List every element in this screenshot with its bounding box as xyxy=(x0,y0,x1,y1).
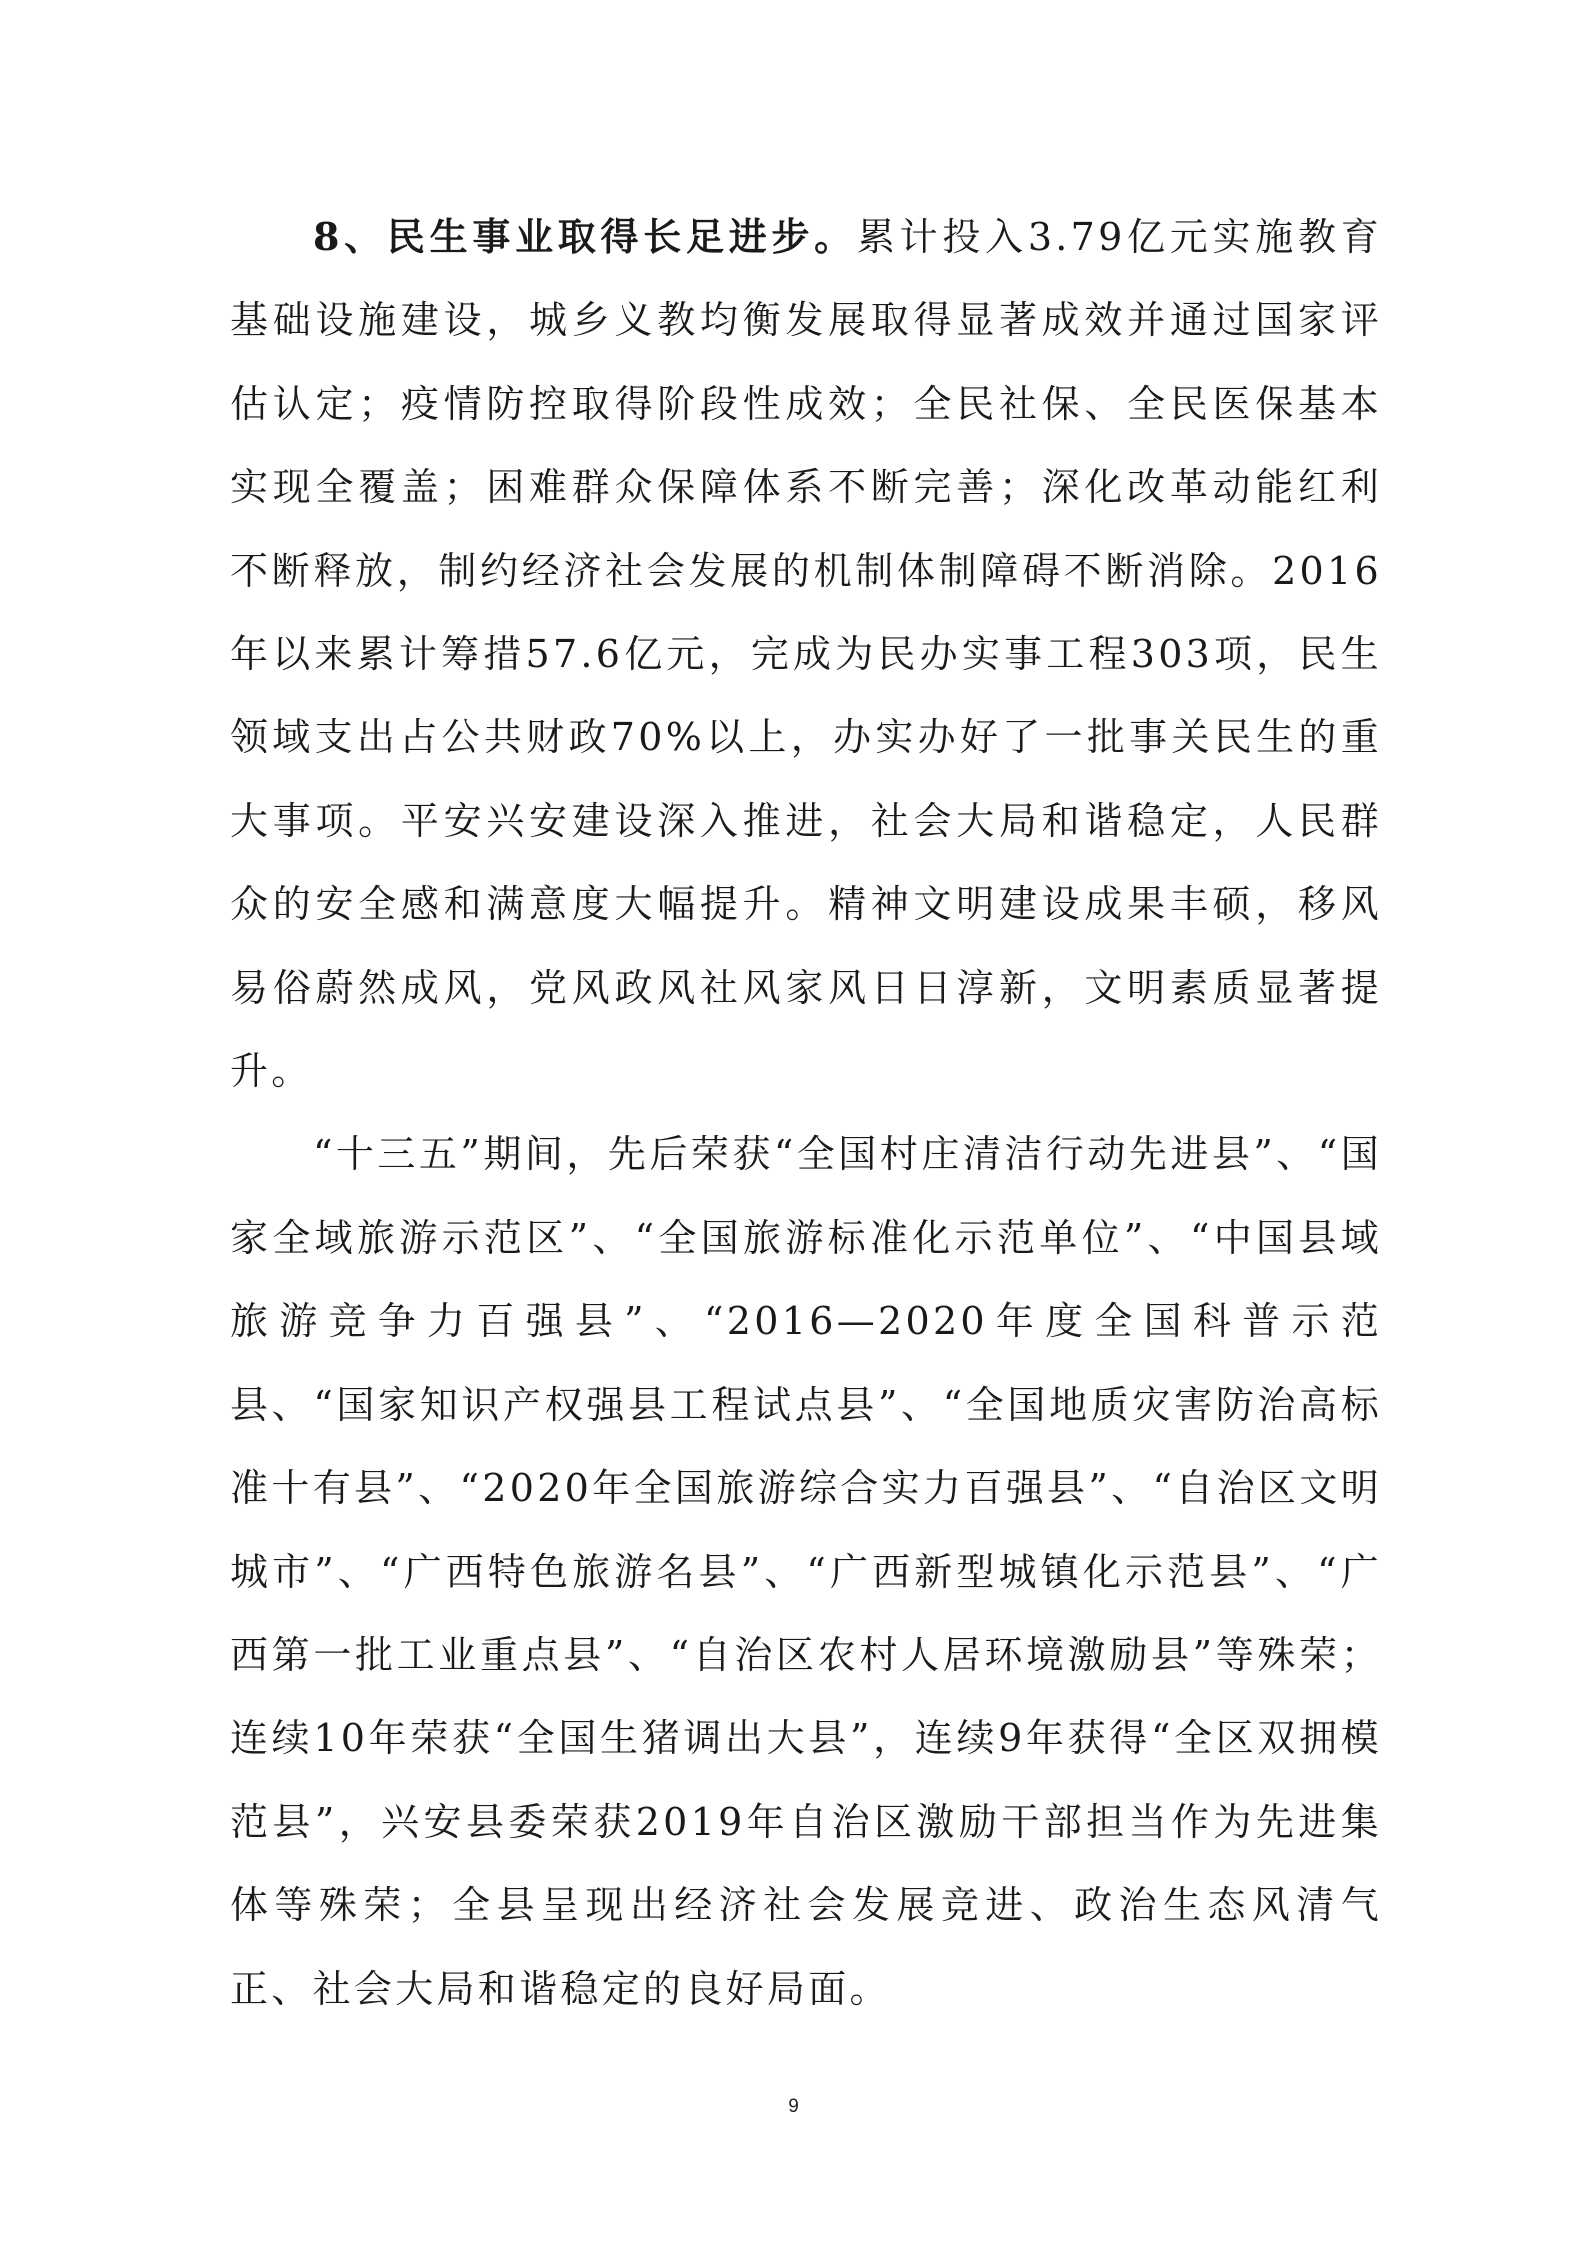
paragraph-honors xyxy=(230,1113,1382,2030)
paragraph-text: 累计投入3.79亿元实施教育基础设施建设，城乡义教均衡发展取得显著成效并通过国家评估认定；疫情防控取得阶段性成效；全民社保、全民医保基本实现全覆盖；困难群众保障体系不断完善；深化改革动能红利不断释放，制约经济社会发展的机制体制障碍不断消除。2016年以来累计筹措57.6亿元，完成为民办实事工程303项，民生领域支出占公共财政70%以上，办实办好了一批事关民生的重大事项。平安兴安建设深入推进，社会大局和谐稳定，人民群众的安全感和满意度大幅提升。精神文明建设成果丰硕，移风易俗蔚然成风，党风政风社风家风日日淳新，文明素质显著提升。 xyxy=(230,215,1382,1094)
paragraph-text: “十三五”期间，先后荣获“全国村庄清洁行动先进县”、“国家全域旅游示范区”、“全国旅游标准化示范单位”、“中国县域旅游竞争力百强县”、“2016—2020年度全国科普示范县、“国家知识产权强县工程试点县”、“全国地质灾害防治高标准十有县”、“2020年全国旅游综合实力百强县”、“自治区文明城市”、“广西特色旅游名县”、“广西新型城镇化示范县”、“广西第一批工业重点县”、“自治区农村人居环境激励县”等殊荣；连续10年荣获“全国生猪调出大县”，连续9年获得“全区双拥模范县”，兴安县委荣获2019年自治区激励干部担当作为先进集体等殊荣；全县呈现出经济社会发展竞进、政治生态风清气正、社会大局和谐稳定的良好局面。 xyxy=(230,1132,1382,2011)
document-body xyxy=(230,195,1382,2031)
paragraph-lead-heading: 8、民生事业取得长足进步。 xyxy=(313,214,857,259)
page-number: 9 xyxy=(788,2096,799,2117)
paragraph-livelihood xyxy=(230,195,1382,1113)
